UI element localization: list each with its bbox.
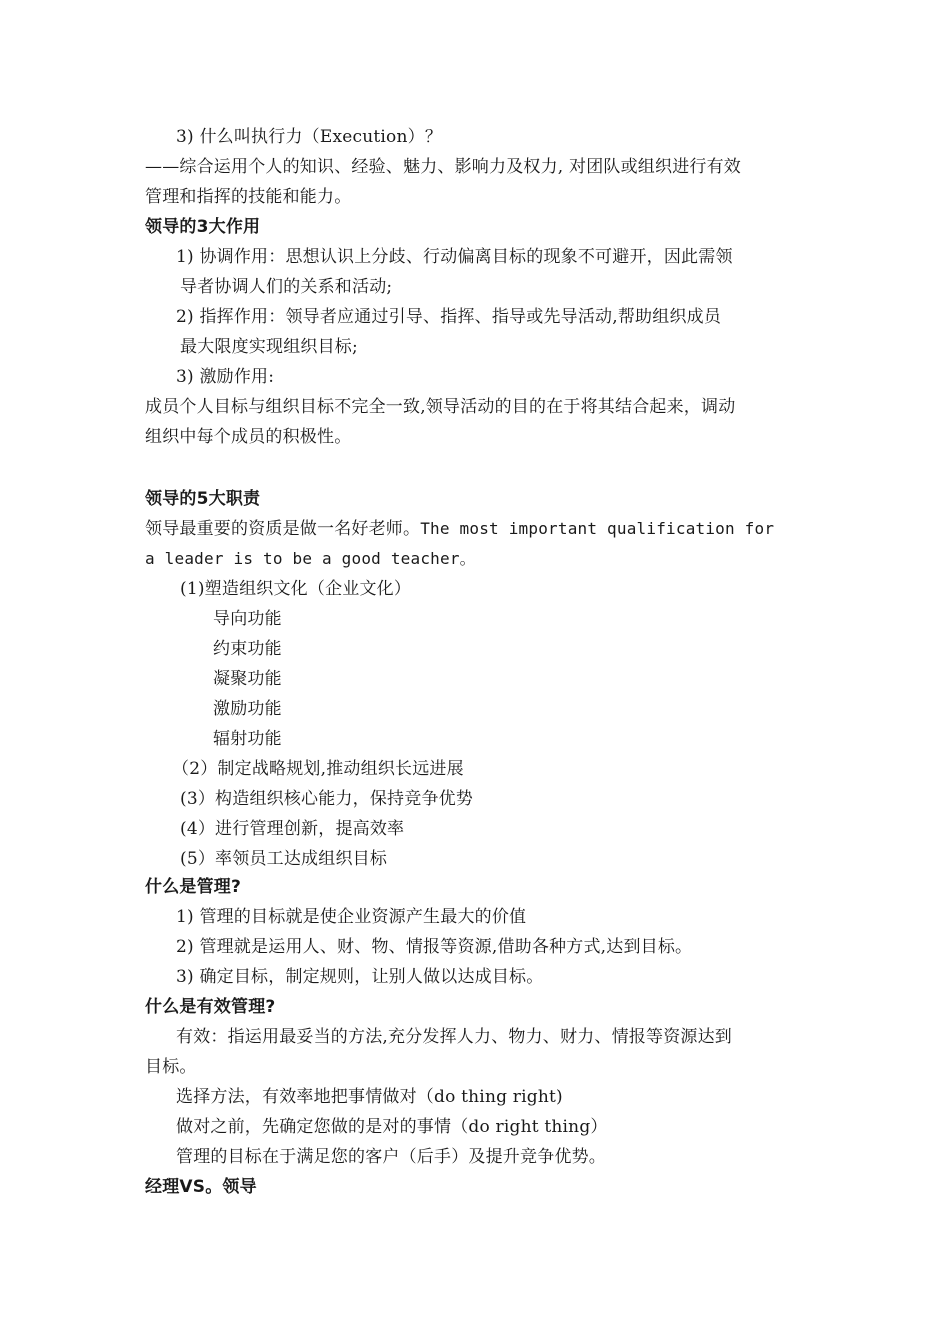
duty-core-capability: (3）构造组织核心能力，保持竞争优势 xyxy=(180,789,474,809)
management-heading: 什么是管理? xyxy=(145,877,242,897)
execution-definition-line-2: 管理和指挥的技能和能力。 xyxy=(145,187,352,207)
role-motivation-line-3: 组织中每个成员的积极性。 xyxy=(145,427,352,447)
effective-line-5: 管理的目标在于满足您的客户（后手）及提升竞争优势。 xyxy=(176,1147,606,1167)
effective-management-heading: 什么是有效管理? xyxy=(145,997,276,1017)
function-incentive: 激励功能 xyxy=(213,699,282,719)
management-item-1: 1) 管理的目标就是使企业资源产生最大的价值 xyxy=(176,907,527,927)
role-command-line-2: 最大限度实现组织目标; xyxy=(180,337,358,357)
teacher-quote-line-2: a leader is to be a good teacher。 xyxy=(145,549,476,568)
role-motivation-line-1: 3) 激励作用: xyxy=(176,367,275,387)
function-radiation: 辐射功能 xyxy=(213,729,282,749)
role-coordination-line-2: 导者协调人们的关系和活动; xyxy=(180,277,393,297)
duty-strategy: （2）制定战略规划,推动组织长远进展 xyxy=(172,759,464,779)
role-motivation-line-2: 成员个人目标与组织目标不完全一致,领导活动的目的在于将其结合起来，调动 xyxy=(145,397,736,417)
manager-vs-leader-heading: 经理VS。领导 xyxy=(145,1177,257,1197)
function-constraint: 约束功能 xyxy=(213,639,282,659)
duties-heading: 领导的5大职责 xyxy=(145,489,261,509)
management-item-3: 3) 确定目标，制定规则，让别人做以达成目标。 xyxy=(176,967,544,987)
teacher-quote-line-1 xyxy=(145,514,774,544)
management-item-2: 2) 管理就是运用人、财、物、情报等资源,借助各种方式,达到目标。 xyxy=(176,937,693,957)
function-cohesion: 凝聚功能 xyxy=(213,669,282,689)
teacher-quote-cn: 领导最重要的资质是做一名好老师。 xyxy=(145,519,421,539)
execution-definition-line-1: ——综合运用个人的知识、经验、魅力、影响力及权力, 对团队或组织进行有效 xyxy=(145,157,742,177)
effective-line-4: 做对之前，先确定您做的是对的事情（do right thing） xyxy=(176,1117,608,1137)
function-guidance: 导向功能 xyxy=(213,609,282,629)
teacher-quote-en-1: The most important qualification for xyxy=(420,519,775,538)
execution-question: 3) 什么叫执行力（Execution）？ xyxy=(176,127,443,147)
roles-heading: 领导的3大作用 xyxy=(145,217,261,237)
effective-line-2: 目标。 xyxy=(145,1057,197,1077)
role-coordination-line-1: 1) 协调作用：思想认识上分歧、行动偏离目标的现象不可避开，因此需领 xyxy=(176,247,733,267)
role-command-line-1: 2) 指挥作用：领导者应通过引导、指挥、指导或先导活动,帮助组织成员 xyxy=(176,307,722,327)
duty-culture: (1)塑造组织文化（企业文化） xyxy=(180,579,412,599)
effective-line-1: 有效：指运用最妥当的方法,充分发挥人力、物力、财力、情报等资源达到 xyxy=(176,1027,733,1047)
duty-innovation: (4）进行管理创新，提高效率 xyxy=(180,819,405,839)
duty-lead-staff: (5）率领员工达成组织目标 xyxy=(180,849,388,869)
effective-line-3: 选择方法，有效率地把事情做对（do thing right) xyxy=(176,1087,563,1107)
